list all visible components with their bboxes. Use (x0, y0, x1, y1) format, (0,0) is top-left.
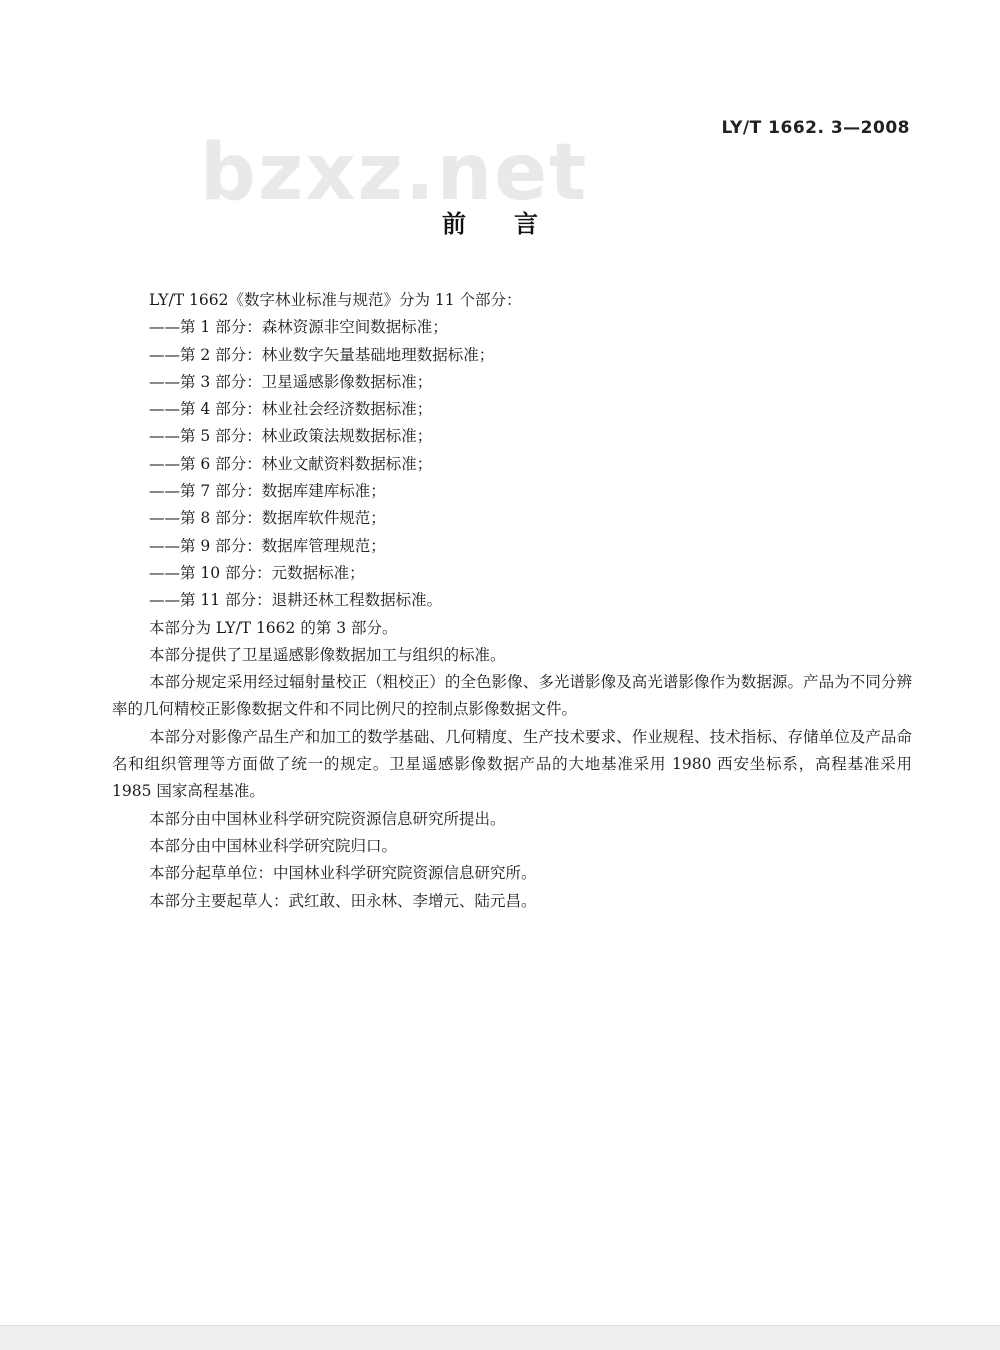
intro-line: LY/T 1662《数字林业标准与规范》分为 11 个部分： (149, 291, 522, 309)
list-item: ——第 2 部分：林业数字矢量基础地理数据标准； (149, 345, 495, 364)
paragraph: 本部分规定采用经过辐射量校正（粗校正）的全色影像、多光谱影像及高光谱影像作为数据源。产品为不同分辨率的几何精校正影像数据文件和不同比例尺的控制点影像数据文件。 (112, 673, 912, 719)
list-item: ——第 5 部分：林业政策法规数据标准； (149, 427, 433, 446)
paragraph: 本部分对影像产品生产和加工的数学基础、几何精度、生产技术要求、作业规程、技术指标、存储单位及产品命名和组织管理等方面做了统一的规定。卫星遥感影像数据产品的大地基准采用 1980 西安坐标系，高程基准采用 1985 国家高程基准。 (112, 727, 912, 801)
list-item: ——第 11 部分：退耕还林工程数据标准。 (149, 591, 443, 610)
paragraph: 本部分由中国林业科学研究院资源信息研究所提出。 (149, 809, 506, 828)
list-item: ——第 7 部分：数据库建库标准； (149, 482, 386, 501)
list-item: ——第 10 部分：元数据标准； (149, 563, 365, 582)
page-bottom-edge (0, 1325, 1000, 1350)
list-item: ——第 1 部分：森林资源非空间数据标准； (149, 318, 448, 337)
paragraph: 本部分起草单位：中国林业科学研究院资源信息研究所。 (149, 864, 537, 883)
paragraph: 本部分主要起草人：武红敢、田永林、李增元、陆元昌。 (149, 891, 537, 910)
watermark: bzxz.net (200, 128, 589, 218)
list-item: ——第 4 部分：林业社会经济数据标准； (149, 400, 433, 419)
list-item: ——第 6 部分：林业文献资料数据标准； (149, 454, 433, 473)
list-item: ——第 3 部分：卫星遥感影像数据标准； (149, 372, 433, 391)
paragraph: 本部分为 LY/T 1662 的第 3 部分。 (149, 618, 398, 637)
paragraph: 本部分提供了卫星遥感影像数据加工与组织的标准。 (149, 645, 506, 664)
list-item: ——第 9 部分：数据库管理规范； (149, 536, 386, 555)
paragraph: 本部分由中国林业科学研究院归口。 (149, 836, 398, 855)
list-item: ——第 8 部分：数据库软件规范； (149, 509, 386, 528)
standard-number: LY/T 1662. 3—2008 (721, 118, 910, 138)
foreword-body (112, 287, 912, 915)
page-title: 前言 (442, 210, 586, 238)
